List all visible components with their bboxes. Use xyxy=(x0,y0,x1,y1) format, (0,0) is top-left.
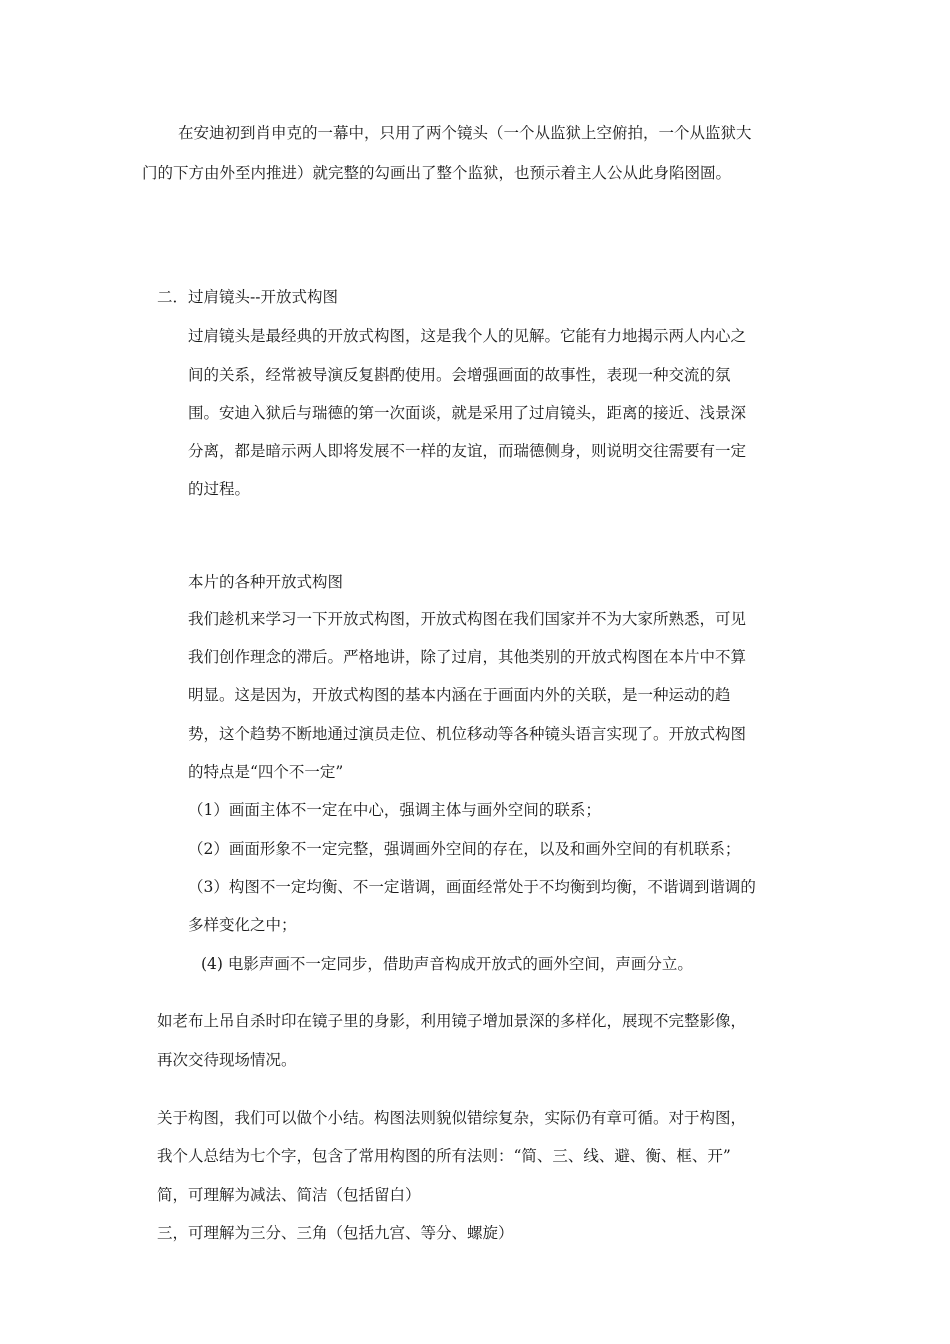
subsection-paragraph-line-2: 我们创作理念的滞后。严格地讲，除了过肩，其他类别的开放式构图在本片中不算 xyxy=(188,648,747,666)
section-paragraph-line-3: 围。安迪入狱后与瑞德的第一次面谈，就是采用了过肩镜头，距离的接近、浅景深 xyxy=(188,404,747,422)
section-heading: 二．过肩镜头--开放式构图 xyxy=(157,288,338,306)
intro-line-2: 门的下方由外至内推进）就完整的勾画出了整个监狱，也预示着主人公从此身陷囹圄。 xyxy=(142,164,732,182)
subsection-paragraph-line-3: 明显。这是因为，开放式构图的基本内涵在于画面内外的关联，是一种运动的趋 xyxy=(188,686,731,704)
summary-line-4: 三，可理解为三分、三角（包括九宫、等分、螺旋） xyxy=(157,1224,514,1242)
section-paragraph-line-4: 分离，都是暗示两人即将发展不一样的友谊，而瑞德侧身，则说明交往需要有一定 xyxy=(188,442,747,460)
section-paragraph-line-1: 过肩镜头是最经典的开放式构图，这是我个人的见解。它能有力地揭示两人内心之 xyxy=(188,327,747,345)
summary-line-2: 我个人总结为七个字，包含了常用构图的所有法则：“简、三、线、避、衡、框、开” xyxy=(157,1147,731,1165)
list-item-3: （3）构图不一定均衡、不一定谐调，画面经常处于不均衡到均衡，不谐调到谐调的 xyxy=(188,878,756,896)
list-item-1: （1）画面主体不一定在中心，强调主体与画外空间的联系； xyxy=(188,801,601,819)
intro-line-1: 在安迪初到肖申克的一幕中，只用了两个镜头（一个从监狱上空俯拍，一个从监狱大 xyxy=(178,124,752,142)
subsection-paragraph-line-1: 我们趁机来学习一下开放式构图，开放式构图在我们国家并不为大家所熟悉，可见 xyxy=(188,610,747,628)
list-item-4: (4) 电影声画不一定同步，借助声音构成开放式的画外空间，声画分立。 xyxy=(201,955,693,973)
section-paragraph-line-5: 的过程。 xyxy=(188,480,251,498)
subsection-paragraph-line-5: 的特点是“四个不一定” xyxy=(188,763,344,781)
example-line-1: 如老布上吊自杀时印在镜子里的身影，利用镜子增加景深的多样化，展现不完整影像， xyxy=(157,1012,747,1030)
example-line-2: 再次交待现场情况。 xyxy=(157,1051,297,1069)
subsection-heading: 本片的各种开放式构图 xyxy=(188,573,344,591)
subsection-paragraph-line-4: 势，这个趋势不断地通过演员走位、机位移动等各种镜头语言实现了。开放式构图 xyxy=(188,725,747,743)
summary-line-3: 简，可理解为减法、简洁（包括留白） xyxy=(157,1186,421,1204)
summary-line-1: 关于构图，我们可以做个小结。构图法则貌似错综复杂，实际仍有章可循。对于构图， xyxy=(157,1109,747,1127)
list-item-3-continued: 多样变化之中； xyxy=(188,916,297,934)
section-paragraph-line-2: 间的关系，经常被导演反复斟酌使用。会增强画面的故事性，表现一种交流的氛 xyxy=(188,366,731,384)
list-item-2: （2）画面形象不一定完整，强调画外空间的存在，以及和画外空间的有机联系； xyxy=(188,840,741,858)
